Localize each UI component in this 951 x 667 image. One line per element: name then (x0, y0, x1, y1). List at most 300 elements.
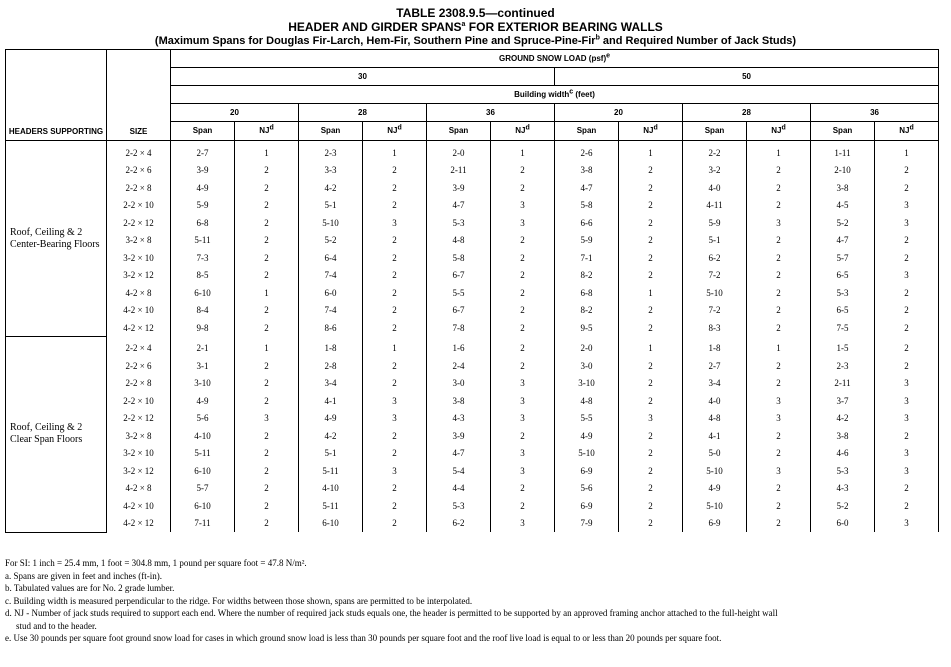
nj-cell: 3 (875, 515, 939, 533)
span-cell: 5-9 (171, 197, 235, 215)
nj-cell: 2 (235, 197, 299, 215)
size-cell: 2-2 × 4 (107, 337, 171, 358)
nj-cell: 2 (363, 427, 427, 445)
ground-snow-load-text: GROUND SNOW LOAD (psf) (499, 53, 607, 63)
nj-cell: 2 (235, 480, 299, 498)
nj-cell: 2 (747, 249, 811, 267)
span-cell: 6-7 (427, 302, 491, 320)
nj-cell: 3 (491, 197, 555, 215)
building-width-footnote-ref: c (569, 87, 574, 95)
nj-cell: 2 (619, 357, 683, 375)
span-cell: 3-8 (811, 179, 875, 197)
nj-cell: 2 (235, 319, 299, 337)
nj-cell: 2 (363, 497, 427, 515)
nj-cell: 2 (875, 357, 939, 375)
nj-cell: 2 (747, 480, 811, 498)
span-cell: 3-10 (171, 375, 235, 393)
span-cell: 1-5 (811, 337, 875, 358)
nj-cell: 2 (235, 232, 299, 250)
nj-cell: 3 (747, 214, 811, 232)
nj-cell: 2 (235, 392, 299, 410)
nj-cell: 3 (875, 462, 939, 480)
span-cell: 4-9 (171, 392, 235, 410)
span-cell: 5-7 (171, 480, 235, 498)
span-cell: 4-1 (299, 392, 363, 410)
nj-cell: 2 (491, 319, 555, 337)
span-cell: 2-2 (683, 141, 747, 162)
span-cell: 6-2 (683, 249, 747, 267)
nj-column-header (491, 122, 555, 141)
nj-cell: 1 (619, 284, 683, 302)
nj-cell: 3 (235, 410, 299, 428)
nj-cell: 1 (235, 284, 299, 302)
nj-cell: 2 (875, 284, 939, 302)
nj-cell: 2 (363, 284, 427, 302)
span-cell: 2-3 (299, 141, 363, 162)
span-cell: 3-8 (811, 427, 875, 445)
nj-cell: 2 (875, 249, 939, 267)
nj-cell: 2 (875, 232, 939, 250)
nj-text: NJ (899, 126, 910, 135)
size-cell: 2-2 × 10 (107, 392, 171, 410)
nj-cell: 2 (235, 302, 299, 320)
nj-cell: 3 (363, 462, 427, 480)
table-row (6, 515, 939, 533)
nj-cell: 3 (875, 375, 939, 393)
span-cell: 4-11 (683, 197, 747, 215)
size-cell: 4-2 × 10 (107, 497, 171, 515)
span-cell: 5-2 (811, 497, 875, 515)
nj-cell: 2 (235, 515, 299, 533)
span-cell: 1-11 (811, 141, 875, 162)
table-row (6, 141, 939, 162)
table-row (6, 375, 939, 393)
span-cell: 1-6 (427, 337, 491, 358)
span-cell: 5-6 (555, 480, 619, 498)
span-cell: 5-10 (555, 445, 619, 463)
nj-cell: 2 (747, 302, 811, 320)
nj-cell: 3 (875, 445, 939, 463)
subtitle-footnote-ref: b (595, 34, 600, 42)
span-column-header: Span (555, 122, 619, 141)
span-cell: 4-7 (555, 179, 619, 197)
span-cell: 3-0 (427, 375, 491, 393)
span-cell: 5-3 (427, 497, 491, 515)
span-cell: 8-5 (171, 267, 235, 285)
group-label: Roof, Ceiling & 2 Clear Span Floors (6, 337, 107, 533)
nj-cell: 2 (491, 337, 555, 358)
table-row (6, 337, 939, 358)
span-cell: 2-10 (811, 162, 875, 180)
nj-cell: 2 (235, 267, 299, 285)
span-cell: 6-9 (555, 497, 619, 515)
snow-load-50-header: 50 (555, 68, 939, 86)
nj-footnote-ref: d (397, 124, 402, 132)
nj-cell: 2 (747, 232, 811, 250)
span-cell: 6-10 (171, 497, 235, 515)
footnote-d: d. NJ - Number of jack studs required to support each end. Where the number of required jack studs equals one, the header is permitted to be supported by an approved framing anchor attached to the full-height wall (5, 608, 778, 618)
size-cell: 3-2 × 10 (107, 249, 171, 267)
nj-cell: 2 (235, 462, 299, 480)
span-cell: 7-5 (811, 319, 875, 337)
span-cell: 4-7 (811, 232, 875, 250)
nj-cell: 2 (363, 480, 427, 498)
span-cell: 4-3 (427, 410, 491, 428)
size-cell: 3-2 × 12 (107, 267, 171, 285)
span-cell: 9-5 (555, 319, 619, 337)
nj-cell: 2 (363, 232, 427, 250)
footnote-si: For SI: 1 inch = 25.4 mm, 1 foot = 304.8 mm, 1 pound per square foot = 47.8 N/m². (5, 558, 307, 568)
span-cell: 4-2 (299, 179, 363, 197)
span-cell: 5-11 (299, 497, 363, 515)
nj-cell: 2 (747, 375, 811, 393)
span-cell: 7-4 (299, 302, 363, 320)
table-row (6, 232, 939, 250)
nj-cell: 2 (491, 302, 555, 320)
nj-cell: 2 (619, 480, 683, 498)
nj-cell: 2 (747, 179, 811, 197)
nj-cell: 3 (875, 410, 939, 428)
nj-cell: 2 (491, 427, 555, 445)
width-header: 36 (811, 104, 939, 122)
nj-cell: 1 (363, 337, 427, 358)
nj-cell: 2 (747, 267, 811, 285)
span-cell: 5-3 (811, 284, 875, 302)
span-cell: 5-9 (683, 214, 747, 232)
span-cell: 6-10 (171, 284, 235, 302)
nj-cell: 2 (235, 214, 299, 232)
nj-cell: 3 (491, 410, 555, 428)
title-rest: FOR EXTERIOR BEARING WALLS (465, 20, 663, 34)
nj-cell: 2 (363, 302, 427, 320)
span-cell: 7-9 (555, 515, 619, 533)
span-cell: 5-8 (427, 249, 491, 267)
size-header: SIZE (107, 50, 171, 141)
span-cell: 3-2 (683, 162, 747, 180)
nj-cell: 1 (235, 337, 299, 358)
span-cell: 9-8 (171, 319, 235, 337)
nj-cell: 3 (747, 410, 811, 428)
span-cell: 6-7 (427, 267, 491, 285)
building-width-text: Building width (514, 89, 570, 99)
span-cell: 5-8 (555, 197, 619, 215)
table-row (6, 162, 939, 180)
span-cell: 6-8 (171, 214, 235, 232)
nj-cell: 2 (235, 162, 299, 180)
nj-cell: 3 (747, 392, 811, 410)
nj-cell: 2 (491, 232, 555, 250)
title-footnote-ref: a (461, 21, 466, 28)
span-cell: 2-0 (555, 337, 619, 358)
ground-snow-load-header (171, 50, 939, 68)
nj-cell: 2 (235, 357, 299, 375)
size-cell: 2-2 × 4 (107, 141, 171, 162)
span-cell: 2-1 (171, 337, 235, 358)
span-cell: 4-3 (811, 480, 875, 498)
span-cell: 5-3 (427, 214, 491, 232)
headers-supporting-header: HEADERS SUPPORTING (6, 50, 107, 141)
span-cell: 6-10 (171, 462, 235, 480)
table-row (6, 249, 939, 267)
footnote-a: a. Spans are given in feet and inches (ft-in). (5, 570, 162, 581)
nj-cell: 2 (491, 284, 555, 302)
nj-cell: 1 (363, 141, 427, 162)
nj-cell: 2 (875, 319, 939, 337)
nj-text: NJ (771, 126, 782, 135)
nj-cell: 3 (875, 267, 939, 285)
width-header: 20 (555, 104, 683, 122)
span-cell: 4-4 (427, 480, 491, 498)
span-column-header: Span (171, 122, 235, 141)
nj-cell: 2 (747, 319, 811, 337)
nj-cell: 3 (875, 197, 939, 215)
nj-text: NJ (387, 126, 398, 135)
span-cell: 5-10 (683, 497, 747, 515)
span-column-header: Span (299, 122, 363, 141)
span-cell: 6-9 (555, 462, 619, 480)
nj-cell: 2 (875, 480, 939, 498)
nj-footnote-ref: d (525, 124, 530, 132)
span-cell: 4-7 (427, 197, 491, 215)
nj-footnote-ref: d (653, 124, 658, 132)
footnote-b: b. Tabulated values are for No. 2 grade lumber. (5, 583, 175, 593)
nj-cell: 3 (619, 410, 683, 428)
span-cell: 4-1 (683, 427, 747, 445)
span-cell: 3-10 (555, 375, 619, 393)
nj-cell: 2 (619, 179, 683, 197)
nj-cell: 2 (363, 319, 427, 337)
subtitle-rest: and Required Number of Jack Studs) (599, 35, 797, 47)
nj-cell: 3 (747, 462, 811, 480)
span-cell: 5-5 (427, 284, 491, 302)
nj-cell: 2 (747, 515, 811, 533)
span-cell: 6-8 (555, 284, 619, 302)
nj-cell: 2 (875, 302, 939, 320)
span-cell: 4-6 (811, 445, 875, 463)
span-cell: 5-2 (811, 214, 875, 232)
span-cell: 6-0 (299, 284, 363, 302)
span-cell: 4-2 (299, 427, 363, 445)
nj-cell: 2 (747, 162, 811, 180)
table-row (6, 179, 939, 197)
span-cell: 5-1 (683, 232, 747, 250)
nj-cell: 1 (235, 141, 299, 162)
span-cell: 4-0 (683, 392, 747, 410)
span-cell: 3-3 (299, 162, 363, 180)
span-cell: 3-1 (171, 357, 235, 375)
nj-cell: 2 (619, 462, 683, 480)
size-cell: 2-2 × 6 (107, 357, 171, 375)
nj-cell: 2 (875, 162, 939, 180)
nj-footnote-ref: d (781, 124, 786, 132)
footnote-e: e. Use 30 pounds per square foot ground snow load for cases in which ground snow load is less than 30 pounds per square foot and the roof live load is equal to or less than 20 pounds per square foot. (5, 633, 722, 643)
nj-cell: 1 (619, 337, 683, 358)
size-cell: 2-2 × 10 (107, 197, 171, 215)
nj-cell: 2 (747, 445, 811, 463)
span-cell: 2-7 (171, 141, 235, 162)
nj-cell: 1 (875, 141, 939, 162)
span-cell: 5-1 (299, 445, 363, 463)
span-cell: 2-8 (299, 357, 363, 375)
span-cell: 4-8 (427, 232, 491, 250)
table-row (6, 319, 939, 337)
table-row (6, 214, 939, 232)
nj-cell: 2 (235, 375, 299, 393)
span-cell: 2-11 (427, 162, 491, 180)
nj-cell: 2 (619, 427, 683, 445)
nj-cell: 3 (491, 445, 555, 463)
table-row (6, 427, 939, 445)
span-cell: 2-3 (811, 357, 875, 375)
nj-cell: 2 (491, 267, 555, 285)
table-row (6, 462, 939, 480)
table-title (0, 20, 951, 34)
span-cell: 5-0 (683, 445, 747, 463)
span-cell: 4-7 (427, 445, 491, 463)
size-cell: 4-2 × 8 (107, 284, 171, 302)
span-cell: 7-11 (171, 515, 235, 533)
span-cell: 7-4 (299, 267, 363, 285)
span-cell: 6-0 (811, 515, 875, 533)
span-cell: 4-5 (811, 197, 875, 215)
nj-cell: 2 (875, 179, 939, 197)
span-cell: 4-10 (171, 427, 235, 445)
footnote-d-continued: stud and to the header. (16, 620, 97, 631)
span-cell: 4-0 (683, 179, 747, 197)
nj-column-header (235, 122, 299, 141)
nj-cell: 2 (747, 357, 811, 375)
table-title-block (0, 6, 951, 48)
nj-cell: 2 (363, 375, 427, 393)
span-cell: 2-0 (427, 141, 491, 162)
span-cell: 5-2 (299, 232, 363, 250)
span-cell: 8-2 (555, 267, 619, 285)
nj-column-header (363, 122, 427, 141)
snow-load-30-header: 30 (171, 68, 555, 86)
nj-cell: 2 (619, 249, 683, 267)
table-row (6, 445, 939, 463)
span-cell: 5-10 (683, 284, 747, 302)
span-cell: 6-5 (811, 302, 875, 320)
nj-cell: 2 (363, 249, 427, 267)
nj-cell: 2 (363, 179, 427, 197)
span-cell: 5-1 (299, 197, 363, 215)
nj-cell: 2 (491, 249, 555, 267)
nj-cell: 3 (491, 214, 555, 232)
span-cell: 2-4 (427, 357, 491, 375)
nj-column-header (875, 122, 939, 141)
table-body (6, 141, 939, 533)
span-cell: 6-9 (683, 515, 747, 533)
table-row (6, 284, 939, 302)
nj-cell: 1 (491, 141, 555, 162)
group-label: Roof, Ceiling & 2 Center-Bearing Floors (6, 141, 107, 337)
table-row (6, 410, 939, 428)
span-cell: 5-3 (811, 462, 875, 480)
table-row (6, 480, 939, 498)
nj-cell: 2 (363, 267, 427, 285)
size-cell: 3-2 × 10 (107, 445, 171, 463)
table-row (6, 392, 939, 410)
nj-cell: 2 (747, 284, 811, 302)
nj-cell: 2 (235, 497, 299, 515)
span-cell: 3-7 (811, 392, 875, 410)
nj-text: NJ (643, 126, 654, 135)
nj-cell: 1 (747, 141, 811, 162)
span-cell: 7-8 (427, 319, 491, 337)
nj-cell: 2 (747, 497, 811, 515)
nj-cell: 2 (875, 337, 939, 358)
building-width-header (171, 86, 939, 104)
nj-cell: 2 (619, 162, 683, 180)
nj-cell: 3 (363, 214, 427, 232)
nj-cell: 2 (363, 197, 427, 215)
title-main: HEADER AND GIRDER SPANS (288, 20, 462, 34)
span-cell: 2-11 (811, 375, 875, 393)
span-cell: 3-0 (555, 357, 619, 375)
size-cell: 4-2 × 12 (107, 319, 171, 337)
span-cell: 4-10 (299, 480, 363, 498)
span-cell: 6-6 (555, 214, 619, 232)
nj-text: NJ (515, 126, 526, 135)
table-row (6, 197, 939, 215)
span-column-header: Span (683, 122, 747, 141)
footnotes (5, 557, 945, 645)
span-cell: 2-7 (683, 357, 747, 375)
nj-cell: 3 (363, 410, 427, 428)
nj-cell: 2 (619, 319, 683, 337)
span-cell: 3-9 (171, 162, 235, 180)
nj-cell: 2 (491, 357, 555, 375)
nj-cell: 3 (875, 214, 939, 232)
table-row (6, 497, 939, 515)
span-cell: 5-7 (811, 249, 875, 267)
nj-cell: 2 (363, 357, 427, 375)
size-cell: 4-2 × 10 (107, 302, 171, 320)
span-cell: 8-4 (171, 302, 235, 320)
header-span-table (5, 49, 939, 533)
span-cell: 4-8 (683, 410, 747, 428)
span-cell: 4-9 (171, 179, 235, 197)
nj-cell: 2 (235, 427, 299, 445)
nj-column-header (619, 122, 683, 141)
nj-cell: 2 (619, 375, 683, 393)
span-cell: 6-10 (299, 515, 363, 533)
nj-column-header (747, 122, 811, 141)
span-cell: 3-8 (427, 392, 491, 410)
size-cell: 2-2 × 8 (107, 179, 171, 197)
nj-cell: 3 (491, 462, 555, 480)
nj-cell: 2 (491, 179, 555, 197)
nj-cell: 2 (619, 267, 683, 285)
size-cell: 3-2 × 12 (107, 462, 171, 480)
size-cell: 4-2 × 8 (107, 480, 171, 498)
nj-cell: 1 (747, 337, 811, 358)
nj-cell: 2 (619, 515, 683, 533)
span-cell: 8-2 (555, 302, 619, 320)
span-cell: 6-2 (427, 515, 491, 533)
nj-cell: 1 (619, 141, 683, 162)
span-cell: 5-11 (171, 232, 235, 250)
span-cell: 3-8 (555, 162, 619, 180)
footnote-c: c. Building width is measured perpendicular to the ridge. For widths between those shown, spans are permitted to be interpolated. (5, 595, 473, 606)
nj-cell: 2 (619, 445, 683, 463)
nj-cell: 3 (875, 392, 939, 410)
nj-cell: 2 (235, 249, 299, 267)
nj-cell: 2 (619, 392, 683, 410)
span-cell: 3-9 (427, 427, 491, 445)
size-cell: 2-2 × 6 (107, 162, 171, 180)
